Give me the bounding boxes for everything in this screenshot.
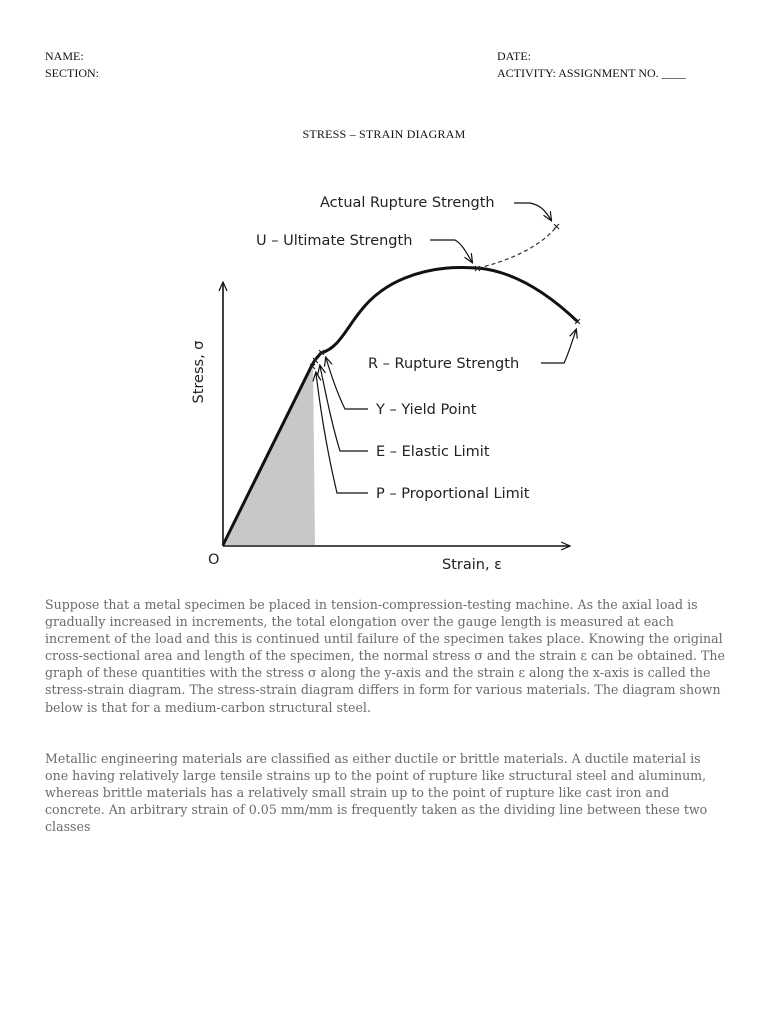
label-elastic: E – Elastic Limit <box>376 444 490 460</box>
section-label: SECTION: <box>45 66 99 80</box>
origin-label: O <box>208 552 220 568</box>
leader-proportional <box>316 373 368 493</box>
page-title: STRESS – STRAIN DIAGRAM <box>302 127 466 141</box>
label-actual-rupture: Actual Rupture Strength <box>320 195 495 211</box>
label-yield: Y – Yield Point <box>376 402 477 418</box>
marker-actual-rupture <box>554 224 559 229</box>
leader-actual-rupture <box>514 203 551 220</box>
actual-rupture-curve <box>478 226 557 268</box>
paragraph-stress-strain: Suppose that a metal specimen be placed in tension-compression-testing machine. As the axial load is gradually increased in increments, the total elongation over the gauge length is measured at each increment of the load and this is continued until failure of the specimen takes place. Knowing the original cross-sectional area and length of the specimen, the normal stress σ and the strain ε can be obtained. The graph of these quantities with the stress σ along the y-axis and the strain ε along the x-axis is called the stress-strain diagram. The stress-strain diagram differs in form for various materials. The diagram shown below is that for a medium-carbon structural steel. <box>45 597 725 715</box>
date-label: DATE: <box>497 49 531 63</box>
paragraph-ductile-brittle: Metallic engineering materials are classified as either ductile or brittle materials. A ductile material is one having relatively large tensile strains up to the point of rupture like structural steel and aluminum, whereas brittle materials has a relatively small strain up to the point of rupture like cast iron and concrete. An arbitrary strain of 0.05 mm/mm is frequently taken as the dividing line between these two classes <box>45 751 708 835</box>
leader-yield <box>326 358 368 409</box>
label-proportional: P – Proportional Limit <box>376 486 530 502</box>
activity-label: ACTIVITY: ASSIGNMENT NO. ____ <box>497 66 686 80</box>
x-axis-label: Strain, ε <box>442 557 503 573</box>
y-axis-label: Stress, σ <box>191 340 207 404</box>
name-label: NAME: <box>45 49 84 63</box>
label-rupture: R – Rupture Strength <box>368 356 520 372</box>
leader-ultimate <box>430 240 472 262</box>
label-ultimate: U – Ultimate Strength <box>256 233 413 249</box>
leader-rupture <box>541 330 576 363</box>
